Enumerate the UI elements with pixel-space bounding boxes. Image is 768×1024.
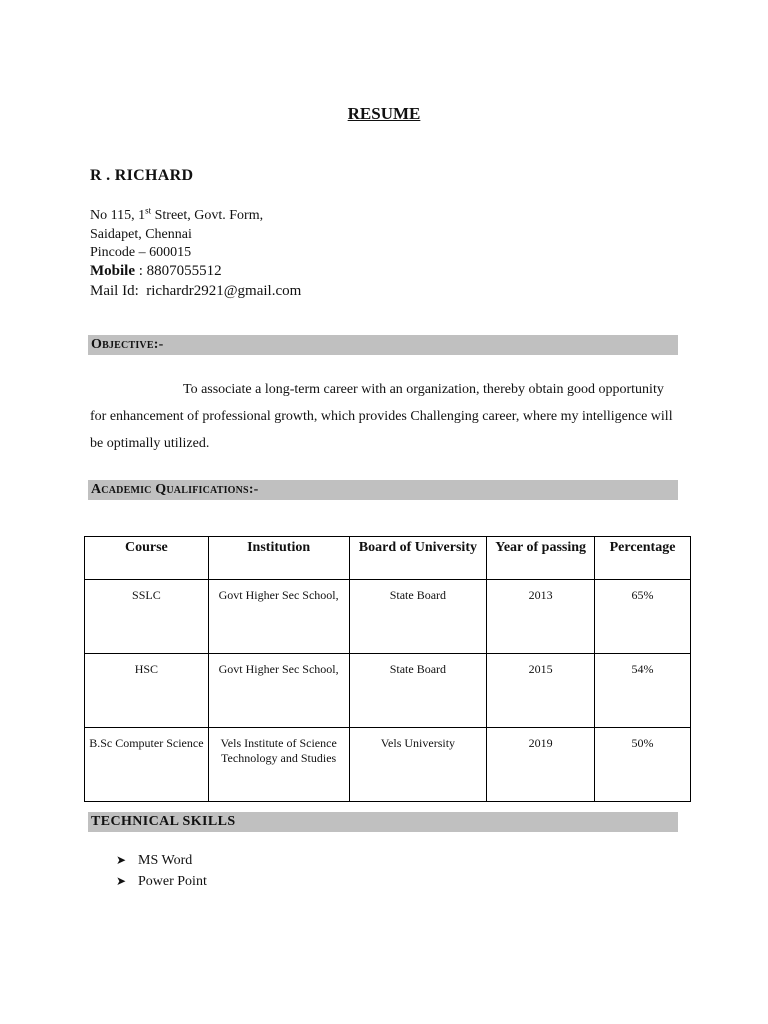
page-title: RESUME bbox=[347, 104, 421, 123]
address-ordinal-suffix: st bbox=[145, 205, 152, 216]
objective-heading: Objective:- bbox=[91, 337, 164, 352]
arrow-bullet-icon: ➤ bbox=[116, 874, 127, 888]
cell-institution: Govt Higher Sec School, bbox=[208, 580, 349, 654]
technical-heading: TECHNICAL SKILLS bbox=[91, 814, 236, 829]
cell-year: 2015 bbox=[487, 654, 595, 728]
cell-course: SSLC bbox=[85, 580, 209, 654]
cell-percentage: 54% bbox=[595, 654, 691, 728]
address-line-1-prefix: No 115, 1 bbox=[90, 208, 146, 223]
cell-board: State Board bbox=[349, 654, 487, 728]
table-header-row bbox=[85, 537, 691, 580]
cell-institution: Vels Institute of Science Technology and Studies bbox=[208, 728, 349, 802]
header-percentage: Percentage bbox=[595, 537, 691, 580]
address-line-1-suffix: Street, Govt. Form, bbox=[151, 208, 264, 223]
table-row bbox=[85, 654, 691, 728]
cell-course: B.Sc Computer Science bbox=[85, 728, 209, 802]
skills-list bbox=[116, 850, 207, 892]
cell-year: 2019 bbox=[487, 728, 595, 802]
header-institution: Institution bbox=[208, 537, 349, 580]
mail-line bbox=[90, 282, 301, 300]
list-item bbox=[116, 850, 207, 871]
cell-board: Vels University bbox=[349, 728, 487, 802]
header-course: Course bbox=[85, 537, 209, 580]
table-row bbox=[85, 580, 691, 654]
cell-year: 2013 bbox=[487, 580, 595, 654]
skill-label: Power Point bbox=[138, 874, 207, 889]
list-item bbox=[116, 871, 207, 892]
mobile-number: 8807055512 bbox=[146, 263, 222, 279]
address-pincode: Pincode – 600015 bbox=[90, 245, 192, 260]
technical-section-bar bbox=[88, 812, 678, 832]
table-row bbox=[85, 728, 691, 802]
cell-percentage: 50% bbox=[595, 728, 691, 802]
objective-paragraph bbox=[90, 376, 680, 457]
cell-board: State Board bbox=[349, 580, 487, 654]
arrow-bullet-icon: ➤ bbox=[116, 853, 127, 867]
objective-text: To associate a long-term career with an organization, thereby obtain good opportunity for enhancement of professional growth, which provides Challenging career, where my intelligence will be optimally utilized. bbox=[90, 382, 673, 451]
cell-course: HSC bbox=[85, 654, 209, 728]
candidate-name: R . RICHARD bbox=[90, 167, 194, 184]
mobile-line bbox=[90, 262, 222, 280]
academic-section-bar bbox=[88, 480, 678, 500]
address-line-2: Saidapet, Chennai bbox=[90, 227, 192, 242]
mobile-separator: : bbox=[135, 263, 147, 279]
skill-label: MS Word bbox=[138, 853, 193, 868]
cell-percentage: 65% bbox=[595, 580, 691, 654]
address-line-1 bbox=[90, 207, 263, 225]
qualifications-table bbox=[84, 536, 691, 802]
header-board: Board of University bbox=[349, 537, 487, 580]
cell-institution: Govt Higher Sec School, bbox=[208, 654, 349, 728]
academic-heading: Academic Qualifications:- bbox=[91, 482, 259, 497]
mail-label: Mail Id: bbox=[90, 283, 139, 299]
header-year: Year of passing bbox=[487, 537, 595, 580]
mail-address: richardr2921@gmail.com bbox=[146, 283, 302, 299]
objective-section-bar bbox=[88, 335, 678, 355]
mobile-label: Mobile bbox=[90, 263, 135, 279]
